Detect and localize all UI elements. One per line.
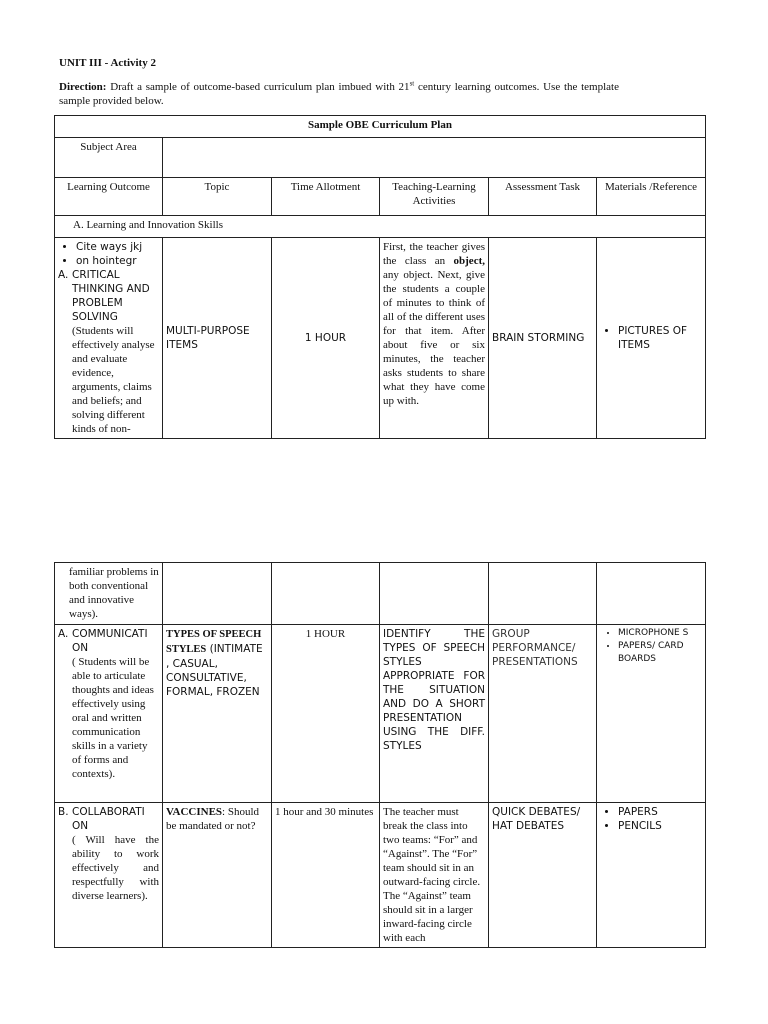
col-header-topic: Topic bbox=[163, 178, 272, 216]
assessment-cell: QUICK DEBATES/ HAT DEBATES bbox=[489, 803, 597, 948]
assessment-cell: BRAIN STORMING bbox=[489, 238, 597, 439]
assessment-cell: GROUP PERFORMANCE/ PRESENTATIONS bbox=[489, 625, 597, 803]
time-cell: 1 HOUR bbox=[272, 238, 380, 439]
outcome-continuation: familiar problems in both conventional and innovative ways). bbox=[55, 563, 163, 625]
table-title: Sample OBE Curriculum Plan bbox=[55, 116, 706, 138]
empty-cell bbox=[597, 563, 706, 625]
materials-cell bbox=[597, 238, 706, 439]
col-header-materials-reference: Materials /Reference bbox=[597, 178, 706, 216]
list-item: • Cite ways jkj bbox=[76, 240, 159, 254]
topic-cell: VACCINES: Should be mandated or not? bbox=[163, 803, 272, 948]
col-header-teaching-learning-activities: Teaching-Learning Activities bbox=[380, 178, 489, 216]
outcome-title: B. COLLABORATI ON bbox=[58, 806, 145, 832]
outcome-title: A. COMMUNICATI ON bbox=[58, 628, 148, 654]
empty-cell bbox=[272, 563, 380, 625]
outcome-description: (Students will effectively analyse and evaluate evidence, arguments, claims and beliefs; and solving different kinds of non- bbox=[72, 325, 155, 435]
activity-emphasis: object, bbox=[453, 255, 485, 267]
list-item: • MICROPHONE S bbox=[618, 627, 702, 640]
col-header-time-allotment: Time Allotment bbox=[272, 178, 380, 216]
outcome-communication bbox=[55, 625, 163, 803]
empty-cell bbox=[489, 563, 597, 625]
subject-area-value bbox=[163, 138, 706, 178]
time-cell: 1 HOUR bbox=[272, 625, 380, 803]
direction-sup: st bbox=[409, 79, 415, 88]
curriculum-plan-table bbox=[54, 115, 706, 439]
col-header-assessment-task: Assessment Task bbox=[489, 178, 597, 216]
outcome-description: ( Students will be able to articulate thoughts and ideas effectively using oral and written communication skills in a variety of forms and contexts). bbox=[72, 656, 154, 780]
outcome-description: ( Will have the ability to work effectively and respectfully with diverse learners). bbox=[72, 834, 159, 902]
col-header-learning-outcome: Learning Outcome bbox=[55, 178, 163, 216]
direction-label: Direction: bbox=[59, 81, 107, 93]
materials-cell bbox=[597, 625, 706, 803]
list-item: • PAPERS bbox=[618, 805, 702, 819]
activities-cell: First, the teacher gives the class an object, any object. Next, give the students a couple of minutes to think of all of the different uses for that item. After about five or six minutes, the teacher asks students to share what they have come up with. bbox=[380, 238, 489, 439]
time-cell: 1 hour and 30 minutes bbox=[272, 803, 380, 948]
materials-cell bbox=[597, 803, 706, 948]
outcome-title: A. CRITICAL THINKING AND PROBLEM SOLVING bbox=[58, 269, 150, 323]
topic-bold: TYPES OF SPEECH STYLES bbox=[166, 629, 262, 655]
direction-text: Draft a sample of outcome-based curriculum plan imbued with 21 bbox=[106, 81, 410, 93]
list-item: • on hointegr bbox=[76, 254, 159, 268]
outcome-critical-thinking bbox=[55, 238, 163, 439]
outcome-collaboration bbox=[55, 803, 163, 948]
list-item: • PAPERS/ CARD BOARDS bbox=[618, 640, 702, 666]
empty-cell bbox=[163, 563, 272, 625]
direction-text-end: century learning outcomes. Use the template sample provided below. bbox=[59, 81, 619, 107]
list-item: • PICTURES OF ITEMS bbox=[618, 324, 702, 352]
subject-area-label: Subject Area bbox=[55, 138, 163, 178]
activities-cell: The teacher must break the class into two teams: “For” and “Against”. The “For” team should sit in an outward-facing circle. The “Against” team should sit in a larger inward-facing circle with each bbox=[380, 803, 489, 948]
direction-paragraph bbox=[59, 80, 619, 108]
curriculum-plan-table-continued bbox=[54, 562, 706, 948]
activities-cell: IDENTIFY THE TYPES OF SPEECH STYLES APPROPRIATE FOR THE SITUATION AND DO A SHORT PRESENTATION USING THE DIFF. STYLES bbox=[380, 625, 489, 803]
empty-cell bbox=[380, 563, 489, 625]
topic-cell: MULTI-PURPOSE ITEMS bbox=[163, 238, 272, 439]
activity-heading: UNIT III - Activity 2 bbox=[59, 57, 156, 69]
topic-bold: VACCINES bbox=[166, 806, 223, 818]
outcome-bullets bbox=[58, 240, 159, 268]
topic-cell: TYPES OF SPEECH STYLES (INTIMATE , CASUAL, CONSULTATIVE, FORMAL, FROZEN bbox=[163, 625, 272, 803]
list-item: • PENCILS bbox=[618, 819, 702, 833]
section-learning-innovation: A. Learning and Innovation Skills bbox=[55, 216, 706, 238]
